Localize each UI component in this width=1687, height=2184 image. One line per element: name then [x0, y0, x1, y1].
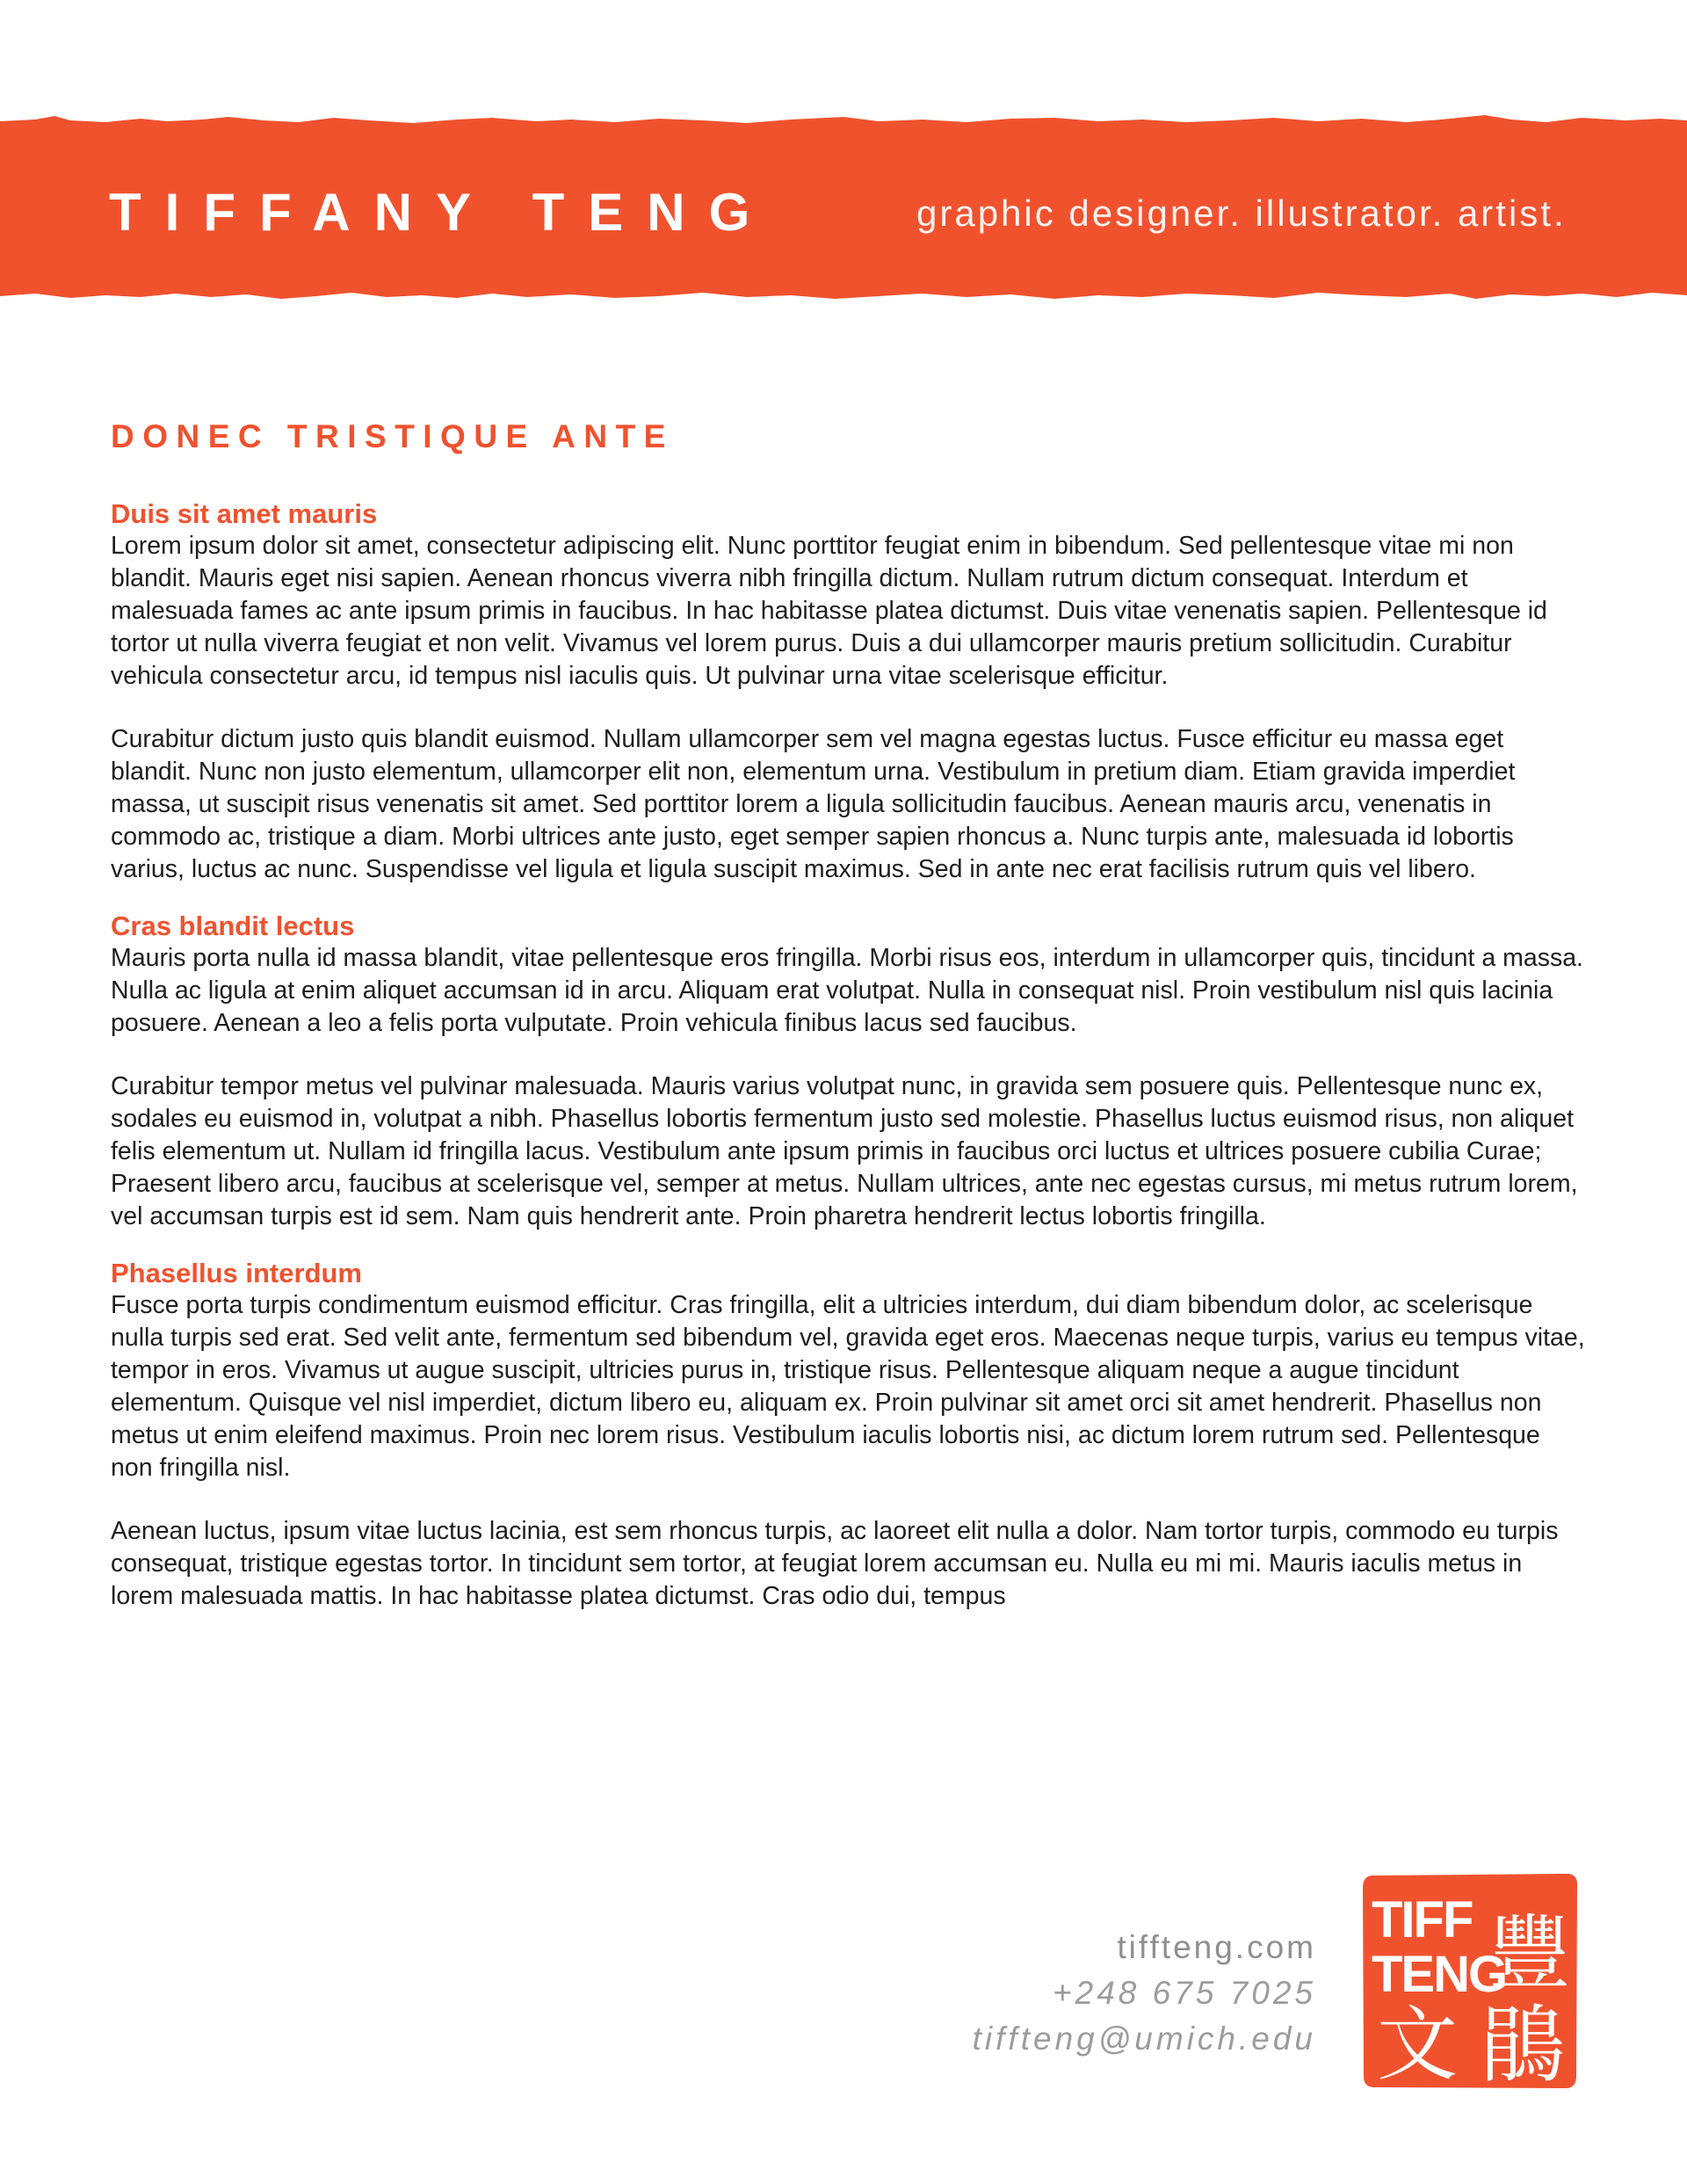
paragraph: Lorem ipsum dolor sit amet, consectetur adipiscing elit. Nunc porttitor feugiat enim in bibendum. Sed pellentesque vitae mi non blandit. Mauris eget nisi sapien. Aenean rhoncus viverra nibh fringilla dictum. Nullam rutrum dictum consequat. Interdum et malesuada fames ac ante ipsum primis in faucibus. In hac habitasse platea dictumst. Duis vitae venenatis sapien. Pellentesque id tortor ut nulla viverra feugiat et non velit. Vivamus vel lorem purus. Duis a dui ullamcorper mauris pretium sollicitudin. Curabitur vehicula consectetur arcu, id tempus nisl iaculis quis. Ut pulvinar urna vitae scelerisque efficitur. — [111, 532, 1547, 690]
paragraph: Fusce porta turpis condimentum euismod efficitur. Cras fringilla, elit a ultricies interdum, dui diam bibendum dolor, ac scelerisque nulla turpis sed erat. Sed velit ante, fermentum sed bibendum vel, gravida eget eros. Maecenas neque turpis, varius eu tempus vitae, tempor in eros. Vivamus ut augue suscipit, ultricies purus in, tristique risus. Pellentesque aliquam neque a augue tincidunt elementum. Quisque vel nisl imperdiet, dictum libero eu, aliquam ex. Proin pulvinar sit amet orci sit amet hendrerit. Phasellus non metus ut enim eleifend maximus. Proin nec lorem risus. Vestibulum iaculis lobortis nisi, ac dictum lorem rutrum sed. Pellentesque non fringilla nisl. — [111, 1291, 1585, 1482]
paragraph: Curabitur tempor metus vel pulvinar malesuada. Mauris varius volutpat nunc, in gravida sem posuere quis. Pellentesque nunc ex, sodales eu euismod in, volutpat a nibh. Phasellus lobortis fermentum justo sed molestie. Phasellus luctus euismod risus, non aliquet felis elementum ut. Nullam id fringilla lacus. Vestibulum ante ipsum primis in faucibus orci luctus et ultrices posuere cubilia Curae; Praesent libero arcu, faucibus at scelerisque vel, semper at metus. Nullam ultrices, ante nec egestas cursus, mi metus rutrum lorem, vel accumsan turpis est id sem. Nam quis hendrerit ante. Proin pharetra hendrerit lectus lobortis fringilla. — [111, 1072, 1578, 1230]
paragraph: Mauris porta nulla id massa blandit, vitae pellentesque eros fringilla. Morbi risus eos, interdum in ullamcorper quis, tincidunt a massa. Nulla ac ligula at enim aliquet accumsan id in arcu. Aliquam erat volutpat. Nulla in consequat nisl. Proin vestibulum nisl quis lacinia posuere. Aenean a leo a felis porta vulputate. Proin vehicula finibus lacus sed faucibus. — [111, 944, 1583, 1037]
tagline-artist: artist. — [1457, 192, 1567, 234]
website-link[interactable]: tiffteng.com — [1117, 1929, 1316, 1965]
section-title: Duis sit amet mauris — [111, 498, 378, 529]
page-heading: DONEC TRISTIQUE ANTE — [111, 418, 674, 454]
section-2 — [111, 911, 1587, 1233]
seal-char-feng: 豐 — [1489, 1906, 1571, 2000]
email-link[interactable]: tiffteng@umich.edu — [972, 2021, 1316, 2057]
paragraph: Curabitur dictum justo quis blandit euismod. Nullam ullamcorper sem vel magna egestas luctus. Fusce efficitur eu massa eget blandit. Nunc non justo elementum, ullamcorper elit non, elementum urna. Vestibulum in pretium diam. Etiam gravida imperdiet massa, ut suscipit risus venenatis sit amet. Sed porttitor lorem a ligula sollicitudin faucibus. Aenean mauris arcu, venenatis in commodo ac, tristique a diam. Morbi ultrices ante justo, eget semper sapien rhoncus a. Nunc turpis ante, malesuada id lobortis varius, luctus ac nunc. Suspendisse vel ligula et ligula suscipit maximus. Sed in ante nec erat facilisis rutrum quis vel libero. — [111, 725, 1516, 883]
seal-logo — [1359, 1870, 1581, 2092]
section-title: Cras blandit lectus — [111, 911, 355, 941]
seal-char-wen: 文 — [1377, 1998, 1459, 2092]
section-title: Phasellus interdum — [111, 1258, 362, 1288]
seal-text-tiff: TIFF — [1372, 1891, 1473, 1948]
designer-name: TIFFANY TENG — [109, 183, 774, 242]
paragraph: Aenean luctus, ipsum vitae luctus lacinia, est sem rhoncus turpis, ac laoreet elit nulla a dolor. Nam tortor turpis, commodo eu turpis consequat, tristique egestas tortor. In tincidunt sem tortor, at feugiat lorem accumsan eu. Nulla eu mi mi. Mauris iaculis metus in lorem malesuada mattis. In hac habitasse platea dictumst. Cras odio dui, tempus — [111, 1517, 1559, 1610]
seal-char-juan: 鵑 — [1481, 1996, 1565, 2092]
contact-info — [973, 1925, 1316, 2062]
tagline — [916, 192, 1567, 234]
seal-text-teng: TENG — [1372, 1946, 1507, 2003]
phone-number: +248 675 7025 — [1053, 1975, 1316, 2011]
letter-body — [111, 420, 1587, 1613]
section-3 — [111, 1258, 1587, 1613]
section-1 — [111, 498, 1587, 886]
tagline-roles: graphic designer. illustrator. — [916, 192, 1445, 234]
